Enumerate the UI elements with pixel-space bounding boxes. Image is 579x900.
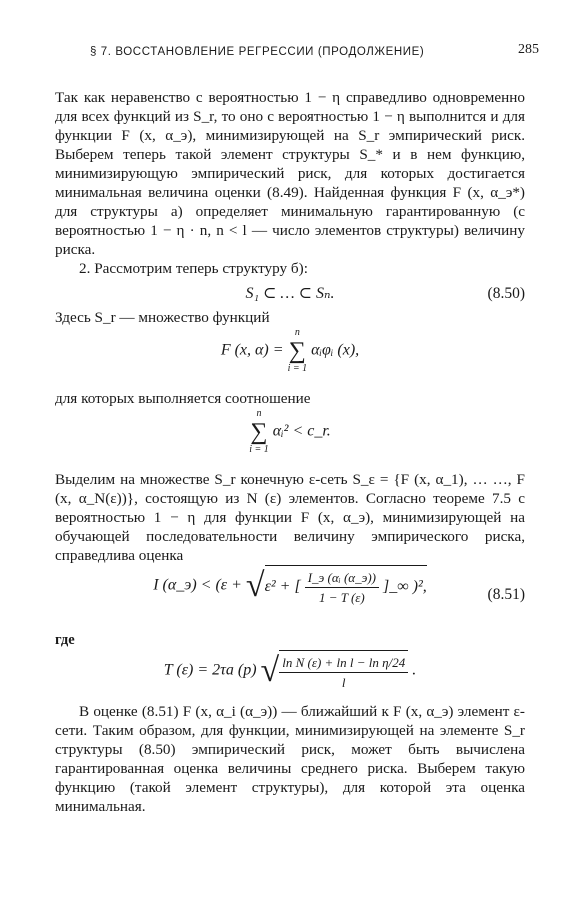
sqrt-symbol: √ [260,652,280,689]
equation-8-50-number: (8.50) [487,285,525,302]
bound-lhs: I (α_э) < (ε + [153,576,242,594]
paragraph-5: Выделим на множестве S_r конечную ε-сеть S_ε = {F (x, α_1), … …, F (x, α_N(ε))}, состоящую из N (ε) элементов. Согласно теореме 7.5 с вероятностью 1 − η для функции F (x, α_э), минимизирующей на обучающей последовательности величину эмпирического риска, справедлива оценка [55,471,525,564]
equation-function-sum [55,327,525,389]
equation-constraint [55,408,525,470]
fraction-denominator: 1 − T (ε) [318,590,365,605]
function-sum-rhs: αᵢφᵢ (x), [311,341,360,359]
function-sum-lhs: F (x, α) = [220,341,284,359]
radicand-inner: ε² + [ [264,578,301,596]
equation-8-50 [55,278,525,308]
radicand [279,650,408,692]
paragraph-3: Здесь S_r — множество функций [55,309,270,326]
constraint-formula [55,408,525,456]
paragraph-4: для которых выполняется соотношение [55,390,311,407]
fraction-denominator: l [341,675,346,690]
sqrt-symbol: √ [245,567,265,604]
radicand-tail: ]_∞ )², [383,578,427,596]
sum-upper-limit: n [294,327,300,338]
equation-8-50-body: S₁ ⊂ … ⊂ Sₙ. [245,285,335,302]
paragraph-7: В оценке (8.51) F (x, α_i (α_э)) — ближайший к F (x, α_э) элемент ε-сети. Таким образом, для функции, минимизирующей на элементе S_r структуры (8.50) эмпирический риск, может быть вычислена гарантированная оценка величины среднего риска. Выберем такую функцию (такой элемент структуры), для которой эта оценка минимальная. [55,703,525,815]
paragraph-1: Так как неравенство с вероятностью 1 − η справедливо одновременно для всех функций из S_r, то оно с вероятностью 1 − η выполнится и для функции F (x, α_э), минимизирующей на S_r эмпирический риск. Выберем теперь такой элемент структуры S_* и в нем функцию, минимизирующую эмпирический риск, для которых достигается минимальная величина оценки (8.49). Найденная функция F (x, α_э*) для структуры а) определяет минимальную гарантированную (с вероятностью 1 − η · n, n < l — число элементов структуры) величину риска. [55,89,525,258]
sum-lower-limit: i = 1 [287,363,308,374]
T-fraction [279,653,408,692]
fraction-numerator: I_э (αᵢ (α_э)) [305,568,379,588]
T-lhs: T (ε) = 2τa (p) [163,661,257,679]
sum-operator [249,408,269,456]
function-sum-formula [55,327,525,375]
sum-operator [288,327,308,375]
equation-T [55,650,525,702]
radicand [265,565,427,607]
fraction-numerator: ln N (ε) + ln l − ln η/24 [279,653,408,673]
paragraph-6: где [55,632,75,648]
page-header [90,42,539,64]
equation-8-51 [55,565,525,627]
sigma-symbol: ∑ [250,419,268,445]
T-tail: . [412,661,417,679]
page-body [55,88,525,816]
running-title: § 7. ВОССТАНОВЛЕНИЕ РЕГРЕССИИ (ПРОДОЛЖЕНИЕ) [90,46,425,58]
sigma-symbol: ∑ [288,338,306,364]
T-formula [55,650,525,692]
equation-8-51-number: (8.51) [487,586,525,603]
page-number: 285 [518,42,539,57]
sum-upper-limit: n [256,408,262,419]
paragraph-2: 2. Рассмотрим теперь структуру б): [79,260,308,277]
constraint-rhs: αᵢ² < c_r. [272,422,331,440]
sum-lower-limit: i = 1 [249,444,269,455]
bound-formula [55,565,525,607]
risk-fraction [305,568,379,607]
